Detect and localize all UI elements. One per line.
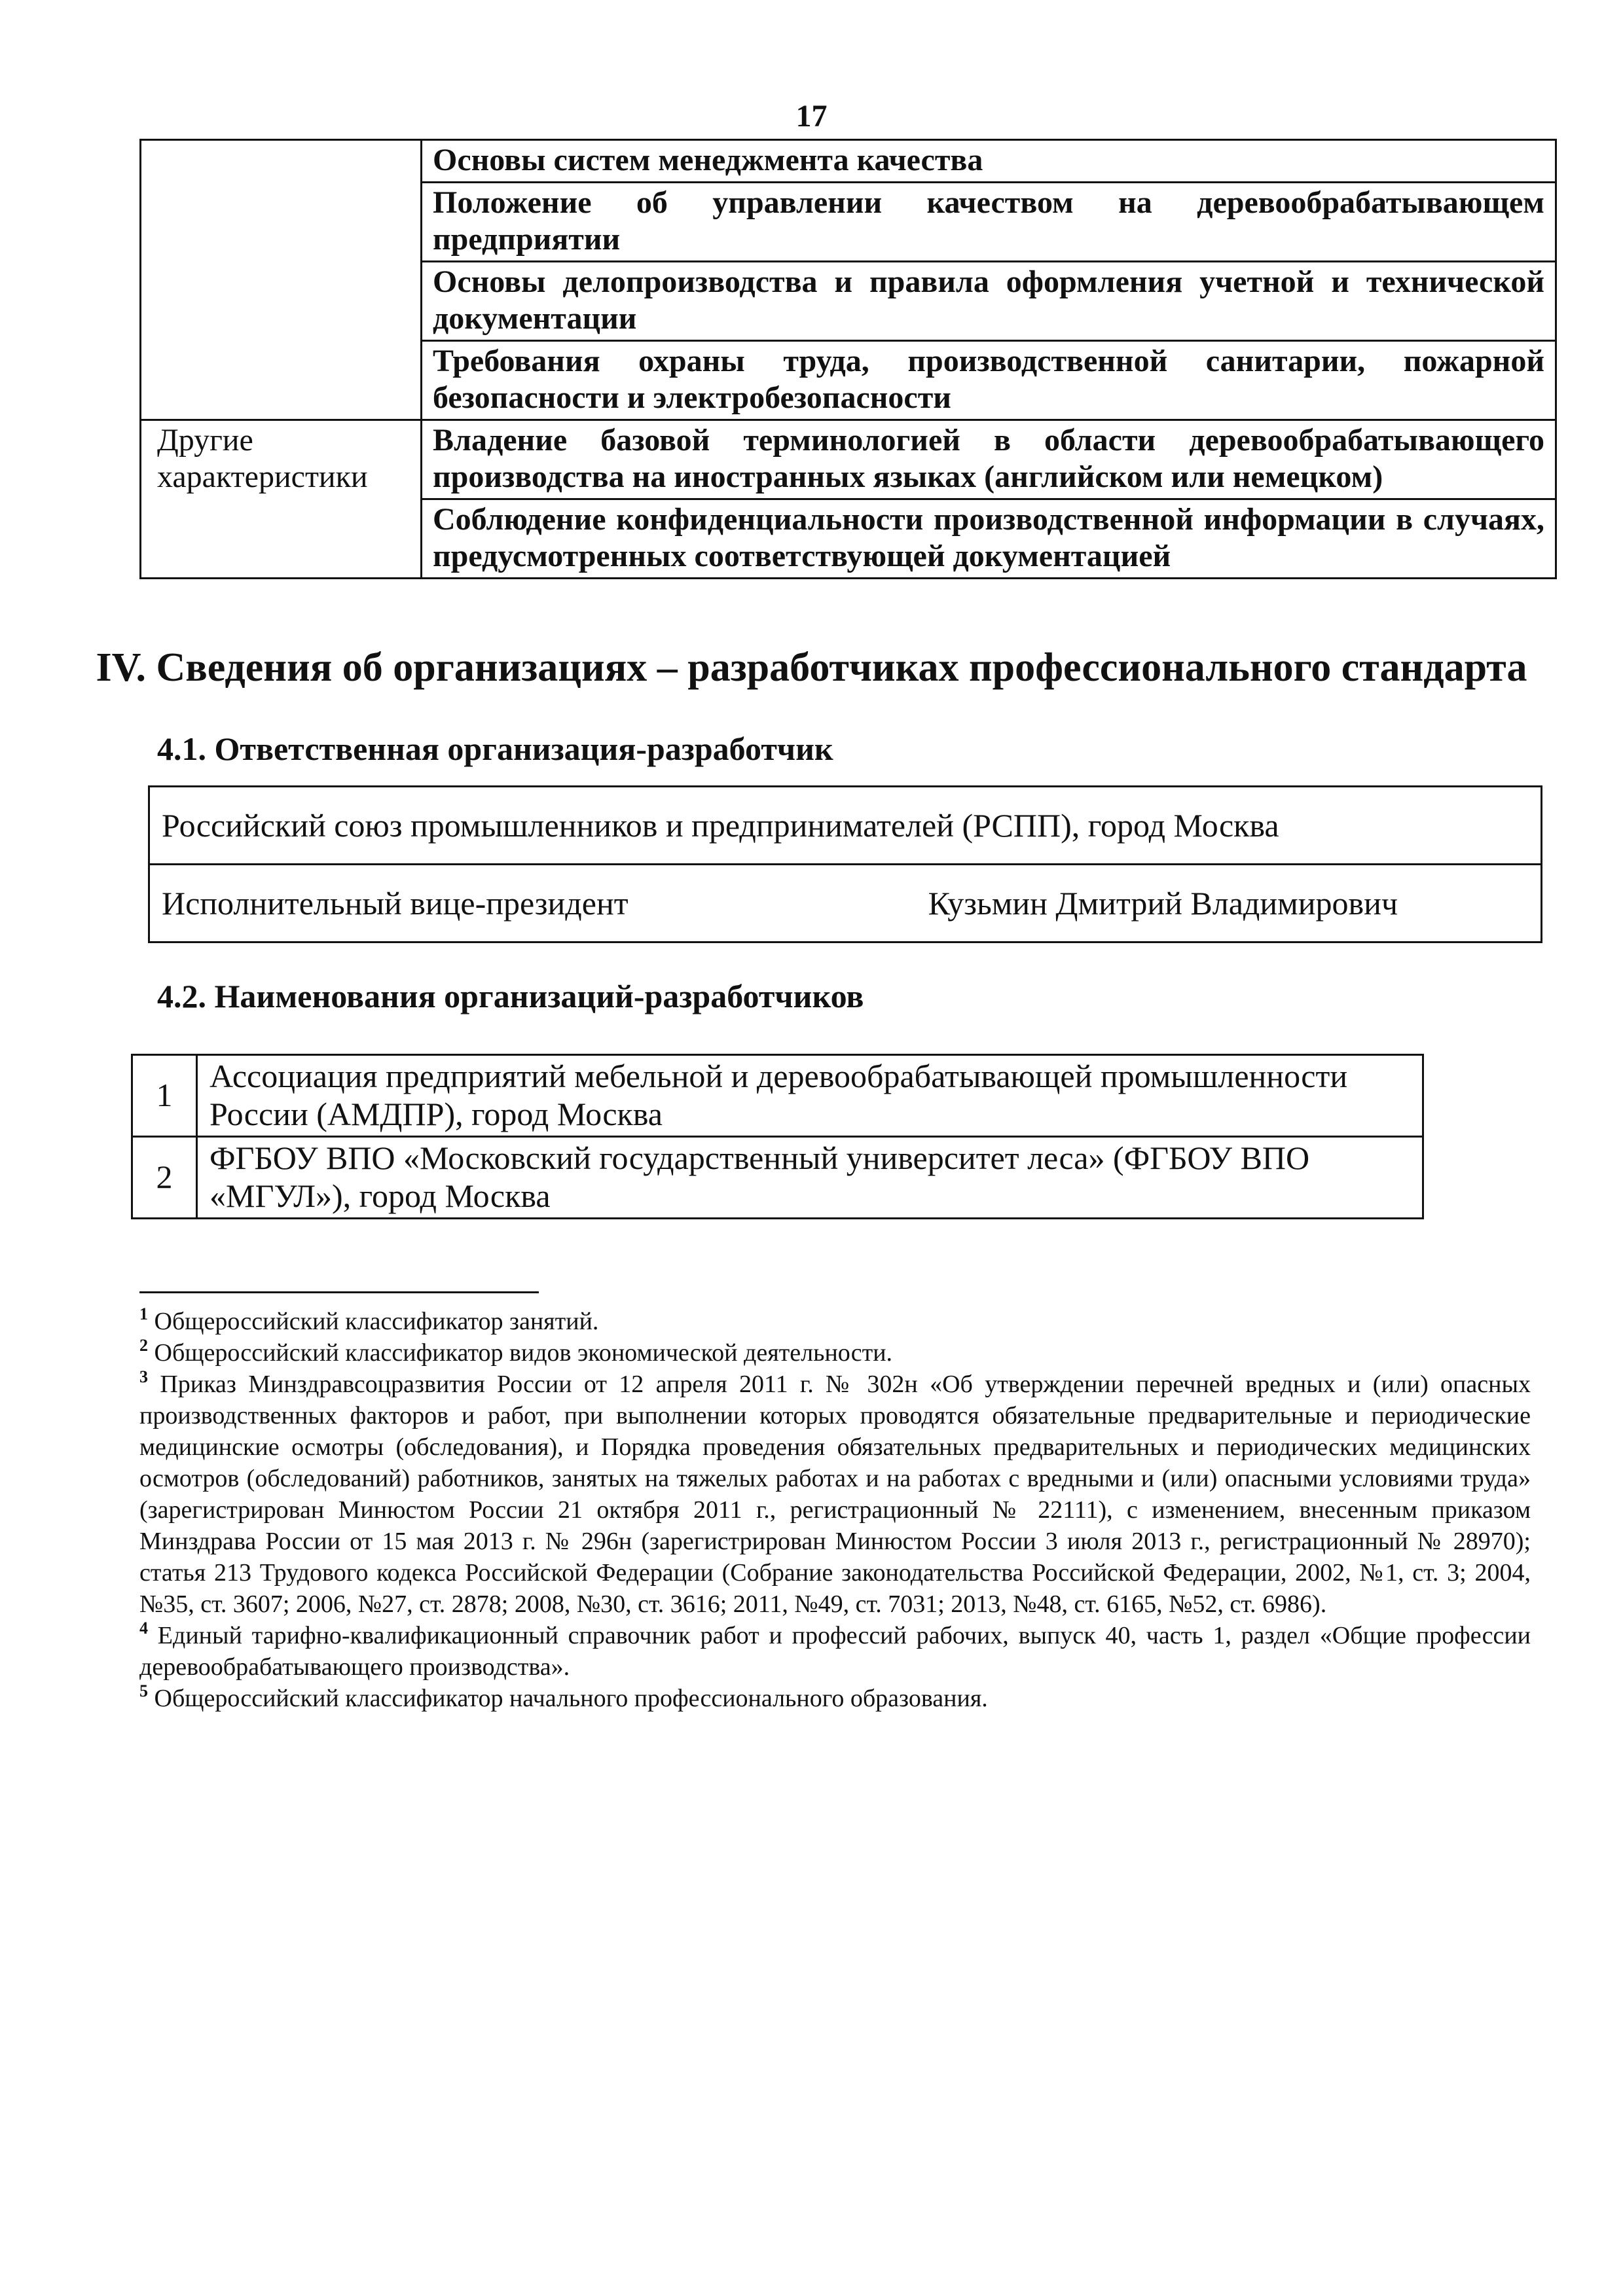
page-number: 17 (795, 99, 828, 134)
section-title: IV. Сведения об организациях – разработчиках профессионального стандарта (96, 645, 1527, 690)
signatory-position: Исполнительный вице-президент (162, 885, 629, 922)
signatory-cell (149, 865, 1542, 942)
org-name: Ассоциация предприятий мебельной и деревообрабатывающей промышленности России (АМДПР), город Москва (197, 1055, 1423, 1137)
table-row (141, 140, 1556, 183)
org-name: ФГБОУ ВПО «Московский государственный университет леса» (ФГБОУ ВПО «МГУЛ»), город Москва (197, 1137, 1423, 1219)
footnote-mark: 5 (139, 1681, 148, 1700)
table-cell: Положение об управлении качеством на деревообрабатывающем предприятии (422, 183, 1556, 262)
org-number: 1 (132, 1055, 197, 1137)
developer-orgs-table (131, 1054, 1424, 1219)
footnotes (139, 1306, 1531, 1714)
footnote-mark: 2 (139, 1336, 148, 1355)
footnote-separator (139, 1291, 539, 1293)
org-number: 2 (132, 1137, 197, 1219)
responsible-org-table (148, 785, 1542, 943)
footnote (139, 1337, 1531, 1369)
footnote-text: Общероссийский классификатор занятий. (154, 1308, 599, 1335)
table-row (149, 865, 1542, 942)
table-cell: Основы систем менеджмента качества (422, 140, 1556, 183)
subsection-title-developer-orgs: 4.2. Наименования организаций-разработчиков (157, 978, 864, 1014)
footnote (139, 1683, 1531, 1714)
table-cell: Владение базовой терминологией в области деревообрабатывающего производства на иностранных языках (английском или немецком) (422, 420, 1556, 499)
footnote-mark: 3 (139, 1367, 148, 1386)
table-cell: Основы делопроизводства и правила оформления учетной и технической документации (422, 262, 1556, 341)
signatory-name: Кузьмин Дмитрий Владимирович (928, 885, 1398, 922)
footnote-mark: 1 (139, 1304, 148, 1323)
requirements-table (139, 139, 1557, 579)
table-cell: Соблюдение конфиденциальности производственной информации в случаях, предусмотренных соответствующей документацией (422, 499, 1556, 579)
table-cell: Требования охраны труда, производственной санитарии, пожарной безопасности и электробезопасности (422, 341, 1556, 420)
table-row (141, 420, 1556, 499)
footnote-text: Единый тарифно-квалификационный справочник работ и профессий рабочих, выпуск 40, часть 1, раздел «Общие профессии деревообрабатывающего производства». (139, 1622, 1531, 1681)
footnote-text: Общероссийский классификатор видов экономической деятельности. (154, 1339, 893, 1367)
row-label-empty (141, 140, 422, 420)
footnote (139, 1306, 1531, 1337)
table-row (149, 787, 1542, 865)
table-row (132, 1055, 1423, 1137)
footnote-text: Общероссийский классификатор начального профессионального образования. (154, 1685, 988, 1712)
row-label-other-characteristics: Другие характеристики (141, 420, 422, 579)
footnote (139, 1369, 1531, 1620)
footnote-text: Приказ Минздравсоцразвития России от 12 апреля 2011 г. № 302н «Об утверждении перечней вредных и (или) опасных производственных факторов и работ, при выполнении которых проводятся обязательные предварительные и периодические медицинские осмотры (обследования), и Порядка проведения обязательных предварительных и периодических медицинских осмотров (обследований) работников, занятых на тяжелых работах и на работах с вредными и (или) опасными условиями труда» (зарегистрирован Минюстом России 21 октября 2011 г., регистрационный № 22111), с изменением, внесенным приказом Минздрава России от 15 мая 2013 г. № 296н (зарегистрирован Минюстом России 3 июля 2013 г., регистрационный № 28970); статья 213 Трудового кодекса Российской Федерации (Собрание законодательства Российской Федерации, 2002, №1, ст. 3; 2004, №35, ст. 3607; 2006, №27, ст. 2878; 2008, №30, ст. 3616; 2011, №49, ст. 7031; 2013, №48, ст. 6165, №52, ст. 6986). (139, 1371, 1531, 1618)
org-name-cell: Российский союз промышленников и предпринимателей (РСПП), город Москва (149, 787, 1542, 865)
table-row (132, 1137, 1423, 1219)
footnote (139, 1620, 1531, 1683)
footnote-mark: 4 (139, 1619, 148, 1638)
subsection-title-responsible-org: 4.1. Ответственная организация-разработчик (157, 730, 833, 767)
